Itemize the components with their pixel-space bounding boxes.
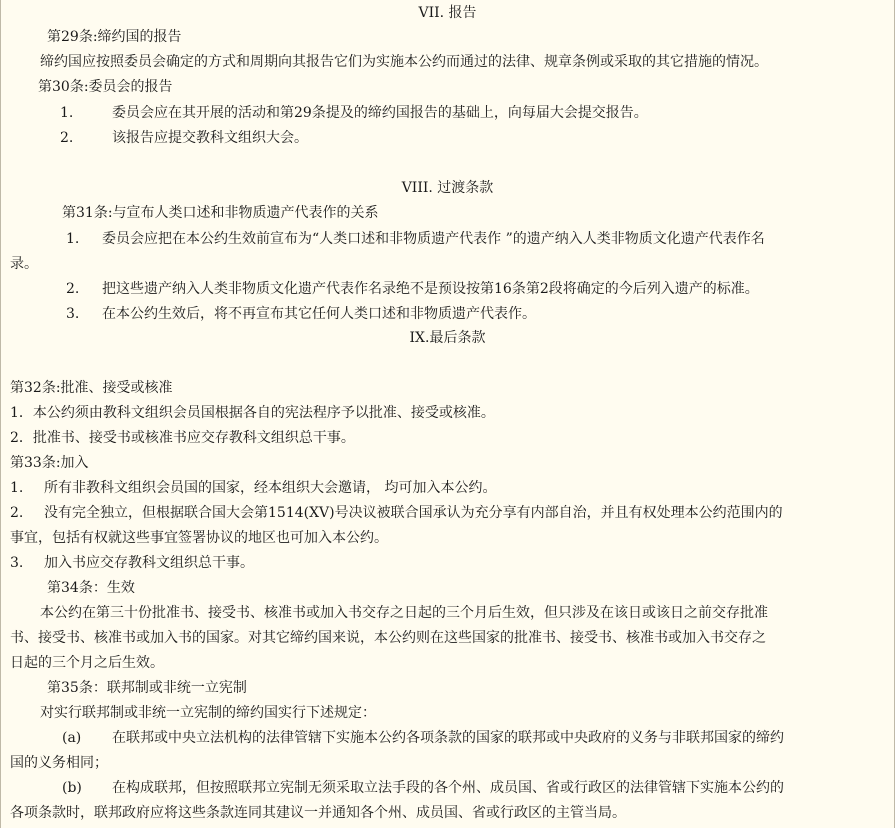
article-30-item-1-number: 1. [60,105,74,121]
article-31-item-1-continued: 录。 [10,256,38,272]
article-33-item-2-continued: 事宜，包括有权就这些事宜签署协议的地区也可加入本公约。 [10,530,388,546]
article-35-item-b-continued: 各项条款时，联邦政府应将这些条款连同其建议一并通知各个州、成员国、省或行政区的主管当局。 [10,805,626,821]
article-35-item-a-text: 在联邦或中央立法机构的法律管辖下实施本公约各项条款的国家的联邦或中央政府的义务与非联邦国家的缔约 [112,730,784,746]
article-35-item-a-continued: 国的义务相同； [10,755,108,771]
article-35-item-b-label: (b) [62,780,82,796]
article-35-item-b-text: 在构成联邦，但按照联邦立宪制无须采取立法手段的各个州、成员国、省或行政区的法律管辖下实施本公约的 [112,780,784,796]
article-34-text-continued: 书、接受书、核准书或加入书的国家。对其它缔约国来说，本公约则在这些国家的批准书、接受书、核准书或加入书交存之 [10,630,766,646]
section-heading-vii: VII. 报告 [418,5,477,21]
article-32-item-2: 2．批准书、接受书或核准书应交存教科文组织总干事。 [10,430,355,446]
article-33-item-3-number: 3. [10,555,24,571]
article-35-title: 第35条：联邦制或非统一立宪制 [47,680,247,696]
page-left-border [0,0,1,828]
article-35-intro: 对实行联邦制或非统一立宪制的缔约国实行下述规定： [40,705,376,721]
article-30-item-2-number: 2. [60,130,74,146]
article-33-item-2-number: 2. [10,505,24,521]
article-30-item-1-text: 委员会应在其开展的活动和第29条提及的缔约国报告的基础上，向每届大会提交报告。 [112,105,648,121]
article-32-item-1: 1．本公约须由教科文组织会员国根据各自的宪法程序予以批准、接受或核准。 [10,405,495,421]
article-31-item-2-number: 2. [66,281,80,297]
article-31-item-1-number: 1. [66,231,80,247]
article-30-item-2-text: 该报告应提交教科文组织大会。 [112,130,308,146]
article-32-title: 第32条:批准、接受或核准 [10,380,173,396]
section-heading-viii: VIII. 过渡条款 [401,180,494,196]
article-35-item-a-label: (a) [62,730,82,746]
section-heading-ix: IX.最后条款 [409,330,486,346]
article-31-item-3-text: 在本公约生效后，将不再宣布其它任何人类口述和非物质遗产代表作。 [102,306,536,322]
article-33-title: 第33条:加入 [10,455,89,471]
article-34-title: 第34条：生效 [47,580,135,596]
article-34-text-end: 日起的三个月之后生效。 [10,655,164,671]
article-29-title: 第29条:缔约国的报告 [47,29,182,45]
article-34-text: 本公约在第三十份批准书、接受书、核准书或加入书交存之日起的三个月后生效，但只涉及在该日或该日之前交存批准 [40,605,768,621]
article-31-item-3-number: 3. [66,306,80,322]
article-31-item-2-text: 把这些遗产纳入人类非物质文化遗产代表作名录绝不是预设按第16条第2段将确定的今后列入遗产的标准。 [102,281,759,297]
article-31-item-1-text: 委员会应把在本公约生效前宣布为“人类口述和非物质遗产代表作 ”的遗产纳入人类非物质文化遗产代表作名 [102,231,765,247]
article-30-title: 第30条:委员会的报告 [38,79,173,95]
article-33-item-1-text: 所有非教科文组织会员国的国家，经本组织大会邀请， 均可加入本公约。 [44,480,497,496]
article-31-title: 第31条:与宣布人类口述和非物质遗产代表作的关系 [62,205,379,221]
article-29-text: 缔约国应按照委员会确定的方式和周期向其报告它们为实施本公约而通过的法律、规章条例或采取的其它措施的情况。 [40,54,768,70]
article-33-item-3-text: 加入书应交存教科文组织总干事。 [44,555,254,571]
article-33-item-2-text: 没有完全独立，但根据联合国大会第1514(XV)号决议被联合国承认为充分享有内部自治，并且有权处理本公约范围内的 [44,505,783,521]
article-33-item-1-number: 1. [10,480,24,496]
